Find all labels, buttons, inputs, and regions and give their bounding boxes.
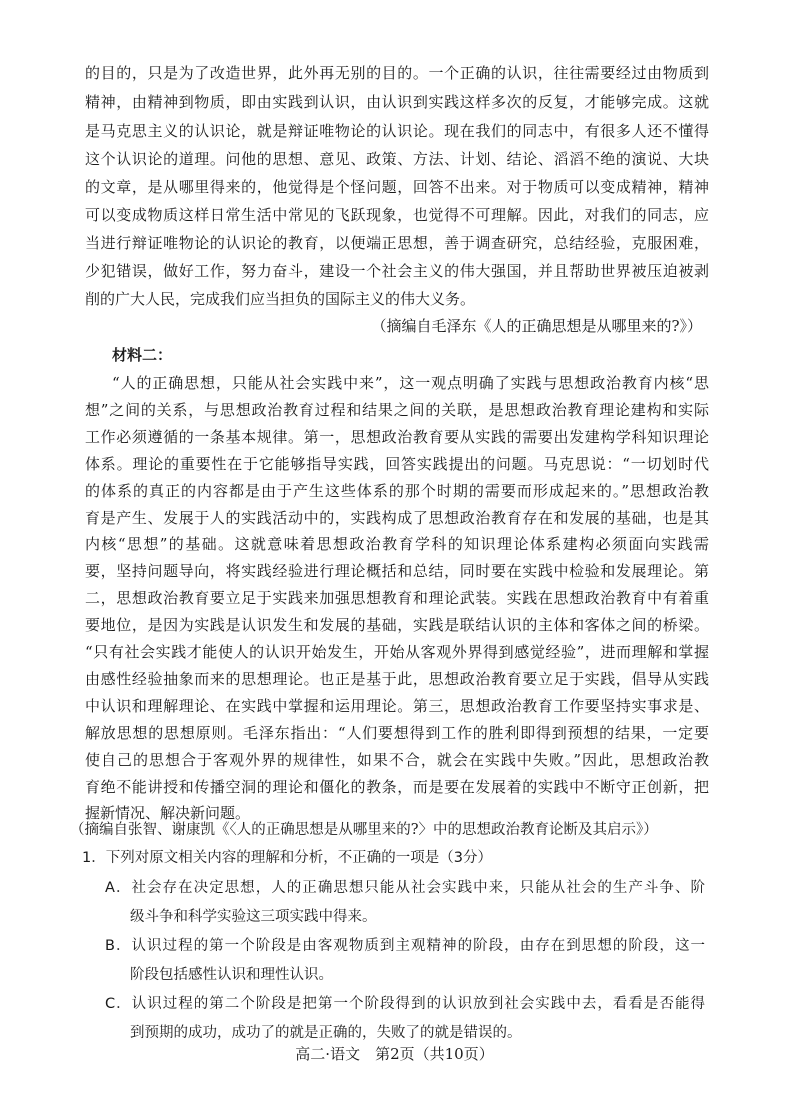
paragraph-line: 是马克思主义的认识论，就是辩证唯物论的认识论。现在我们的同志中，有很多人还不懂得 (85, 122, 709, 140)
option-c: C．认识过程的第二个阶段是把第一个阶段得到的认识放到社会实践中去，看看是否能得 (105, 996, 705, 1012)
question-stem: 1．下列对原文相关内容的理解和分析，不正确的一项是（3分） (82, 850, 492, 866)
paragraph-line: 的目的，只是为了改造世界，此外再无别的目的。一个正确的认识，往往需要经过由物质到 (85, 64, 709, 82)
material2-heading: 材料二： (112, 346, 173, 364)
paragraph-line: 的体系的真正的内容都是由于产生这些体系的那个时期的需要而形成起来的。”思想政治教 (85, 482, 709, 500)
page-footer: 高二·语文 第2页（共10页） (295, 1045, 494, 1063)
paragraph-line: 要地位，是因为实践是认识发生和发展的基础，实践是联结认识的主体和客体之间的桥梁。 (85, 616, 709, 634)
paragraph-line: 握新情况、解决新问题。 (85, 804, 251, 822)
paragraph-line: 当进行辩证唯物论的认识论的教育，以便端正思想，善于调查研究，总结经验，克服困难， (85, 234, 709, 252)
paragraph-line: 育绝不能讲授和传播空洞的理论和僵化的教条，而是要在发展着的实践中不断守正创新，把 (85, 778, 709, 796)
paragraph-line: 想”之间的关系，与思想政治教育过程和结果之间的关联，是思想政治教育理论建构和实际 (85, 401, 709, 419)
paragraph-line: 这个认识论的道理。问他的思想、意见、政策、方法、计划、结论、滔滔不绝的演说、大块 (85, 150, 709, 168)
material1-source: （摘编自毛泽东《人的正确思想是从哪里来的?》） (371, 317, 702, 335)
paragraph-line: 由感性经验抽象而来的思想理论。也正是基于此，思想政治教育要立足于实践，倡导从实践 (85, 670, 709, 688)
paragraph-line: 精神，由精神到物质，即由实践到认识，由认识到实践这样多次的反复，才能够完成。这就 (85, 93, 709, 111)
paragraph-line: 的文章，是从哪里得来的，他觉得是个怪问题，回答不出来。对于物质可以变成精神，精神 (85, 178, 709, 196)
paragraph-line: 内核“思想”的基础。这就意味着思想政治教育学科的知识理论体系建构必须面向实践需 (85, 535, 709, 553)
paragraph-line: “只有社会实践才能使人的认识开始发生，开始从客观外界得到感觉经验”，进而理解和掌握 (85, 643, 709, 661)
paragraph-line: 少犯错误，做好工作，努力奋斗，建设一个社会主义的伟大强国，并且帮助世界被压迫被剥 (85, 262, 709, 280)
option-a: A．社会存在决定思想，人的正确思想只能从社会实践中来，只能从社会的生产斗争、阶 (105, 880, 705, 896)
paragraph-line: “人的正确思想，只能从社会实践中来”，这一观点明确了实践与思想政治教育内核“思 (112, 374, 709, 392)
paragraph-line: 工作必须遵循的一条基本规律。第一，思想政治教育要从实践的需要出发建构学科知识理论 (85, 428, 709, 446)
material2-source: （摘编自张智、谢康凯《〈人的正确思想是从哪里来的?〉中的思想政治教育论断及其启示》） (70, 822, 658, 838)
paragraph-line: 可以变成物质这样日常生活中常见的飞跃现象，也觉得不可理解。因此，对我们的同志，应 (85, 206, 709, 224)
paragraph-line: 育是产生、发展于人的实践活动中的，实践构成了思想政治教育存在和发展的基础，也是其 (85, 509, 709, 527)
paragraph-line: 中认识和理解理论、在实践中掌握和运用理论。第三，思想政治教育工作要坚持实事求是、 (85, 697, 709, 715)
option-b: B．认识过程的第一个阶段是由客观物质到主观精神的阶段，由存在到思想的阶段，这一 (105, 938, 705, 954)
paragraph-line: 削的广大人民，完成我们应当担负的国际主义的伟大义务。 (85, 290, 476, 308)
paragraph-line: 使自己的思想合于客观外界的规律性，如果不合，就会在实践中失败。”因此，思想政治教 (85, 751, 709, 769)
paragraph-line: 解放思想的思想原则。毛泽东指出：“人们要想得到工作的胜利即得到预想的结果，一定要 (85, 724, 709, 742)
option-a-cont: 级斗争和科学实验这三项实践中得来。 (130, 909, 377, 925)
paragraph-line: 体系。理论的重要性在于它能够指导实践，回答实践提出的问题。马克思说：“一切划时代 (85, 455, 709, 473)
paragraph-line: 二，思想政治教育要立足于实践来加强思想教育和理论武装。实践在思想政治教育中有着重 (85, 589, 709, 607)
option-c-cont: 到预期的成功，成功了的就是正确的，失败了的就是错误的。 (130, 1025, 522, 1041)
paragraph-line: 要，坚持问题导向，将实践经验进行理论概括和总结，同时要在实践中检验和发展理论。第 (85, 562, 709, 580)
option-b-cont: 阶段包括感性认识和理性认识。 (130, 967, 333, 983)
